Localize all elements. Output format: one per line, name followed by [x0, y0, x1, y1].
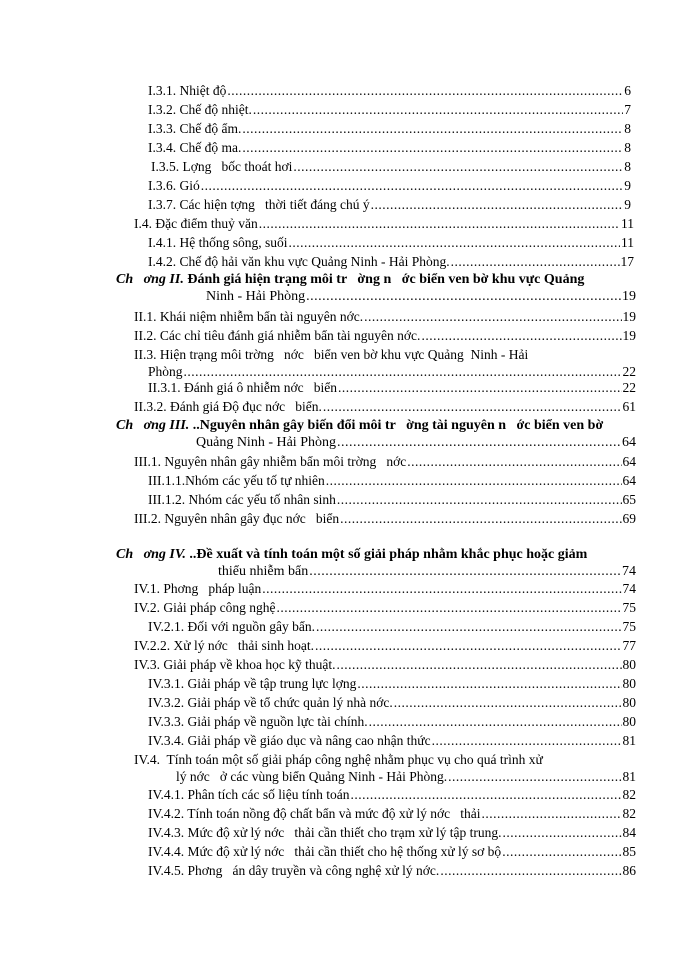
toc-entry-label: IV.3.3. Giải pháp về nguồn lực tài chính.: [148, 714, 368, 729]
toc-entry-page: 81: [622, 769, 636, 784]
toc-entry-label: IV.1. Phơng pháp luận: [134, 581, 262, 596]
toc-entry-page: 80: [622, 714, 636, 729]
toc-entry-iv-4-2: [148, 805, 636, 822]
toc-entry-label: I.3.3. Chế độ ẩm.: [148, 121, 242, 136]
toc-entry-label: IV.3. Giải pháp về khoa học kỹ thuật.: [134, 657, 336, 672]
toc-entry-iii-1: [134, 453, 636, 470]
toc-entry-i-4-2: [148, 253, 634, 270]
toc-entry-label: I.4.2. Chế độ hải văn khu vực Quảng Ninh - Hải Phòng.: [148, 254, 450, 269]
chapter-title-cont: Ninh - Hải Phòng: [206, 289, 306, 304]
toc-entry-label: II.3.1. Đánh giá ô nhiễm nớc biển: [148, 380, 337, 395]
toc-entry-page: 7: [624, 102, 631, 117]
toc-entry-label: II.1. Khái niệm nhiễm bẩn tài nguyên nớc.: [134, 309, 364, 324]
toc-entry-i-3-4: [148, 139, 631, 156]
chapter-lead: Ch ơng III.: [116, 418, 190, 433]
toc-entry-label: I.3.4. Chế độ ma.: [148, 140, 242, 155]
toc-entry-label-cont: Phòng: [148, 364, 183, 379]
toc-entry-label: IV.4. Tính toán một số giải pháp công nghệ nhằm phục vụ cho quá trình xử: [134, 752, 543, 767]
toc-entry-page: 75: [622, 600, 636, 615]
toc-entry-page: 80: [622, 695, 636, 710]
chapter-title: Đánh giá hiện trạng môi tr ờng n ớc biển ven bờ khu vực Quảng: [183, 272, 585, 287]
toc-entry-page: 19: [622, 289, 636, 304]
toc-entry-page: 82: [622, 787, 636, 802]
toc-entry-i-3-3: [148, 120, 631, 137]
toc-entry-page: 75: [622, 619, 636, 634]
toc-entry-page: 19: [622, 309, 636, 324]
toc-entry-label: IV.2. Giải pháp công nghệ: [134, 600, 276, 615]
toc-entry-label: I.4. Đặc điểm thuỷ văn: [134, 216, 258, 231]
toc-entry-page: 86: [622, 863, 636, 878]
toc-entry-label: I.3.2. Chế độ nhiệt.: [148, 102, 252, 117]
toc-entry-iv-1: [134, 580, 636, 597]
toc-entry-page: 77: [622, 638, 636, 653]
toc-entry-i-4: [134, 215, 634, 232]
toc-entry-label: II.2. Các chỉ tiêu đánh giá nhiễm bẩn tài nguyên nớc.: [134, 328, 421, 343]
toc-entry-page: 82: [622, 806, 636, 821]
toc-entry-page: 84: [622, 825, 636, 840]
toc-entry-page: 65: [622, 492, 636, 507]
toc-entry-page: 6: [624, 83, 631, 98]
toc-entry-iv-2-1: [148, 618, 636, 635]
toc-entry-iv-4-5: [148, 862, 636, 879]
toc-entry-iii-1-1: [148, 472, 636, 489]
toc-entry-i-4-1: [148, 234, 634, 251]
toc-entry-label: III.1.2. Nhóm các yếu tố nhân sinh: [148, 492, 336, 507]
toc-entry-iv-2: [134, 599, 636, 616]
toc-entry-page: 64: [622, 473, 636, 488]
toc-entry-iv-3-1: [148, 675, 636, 692]
toc-entry-iv-4-3: [148, 824, 636, 841]
chapter-title: ..Nguyên nhân gây biến đổi môi tr ờng tài nguyên n ớc biển ven bờ: [189, 418, 604, 433]
toc-entry-label: III.1. Nguyên nhân gây nhiễm bẩn môi trờng nớc: [134, 454, 407, 469]
toc-entry-page: 11: [621, 216, 634, 231]
toc-entry-page: 81: [622, 733, 636, 748]
toc-entry-label: IV.4.1. Phân tích các số liệu tính toán: [148, 787, 350, 802]
toc-entry-iv-2-2: [134, 637, 636, 654]
toc-entry-ii-3-2: [134, 398, 636, 415]
toc-entry-label: IV.2.1. Đối với nguồn gây bẩn.: [148, 619, 316, 634]
toc-entry-ii-3-1: [148, 379, 636, 396]
toc-entry-iii-1-2: [148, 491, 636, 508]
toc-entry-label: IV.3.4. Giải pháp về giáo dục và nâng cao nhận thức: [148, 733, 431, 748]
toc-entry-page: 22: [622, 364, 636, 379]
chapter-lead: Ch ơng II.: [116, 272, 184, 287]
toc-entry-label: I.3.6. Gió: [148, 178, 200, 193]
toc-entry-page: 17: [620, 254, 634, 269]
toc-entry-page: 80: [622, 676, 636, 691]
toc-entry-label: I.4.1. Hệ thống sông, suối: [148, 235, 288, 250]
toc-entry-page: 74: [622, 581, 636, 596]
toc-entry-iv-4-4: [148, 843, 636, 860]
toc-entry-page: 8: [624, 159, 631, 174]
toc-entry-label: I.3.1. Nhiệt độ: [148, 83, 227, 98]
chapter-lead: Ch ơng IV.: [116, 547, 186, 562]
toc-entry-label: I.3.7. Các hiện tợng thời tiết đáng chú ý: [148, 197, 370, 212]
toc-entry-page: 80: [622, 657, 636, 672]
toc-entry-page: 64: [622, 435, 636, 450]
toc-entry-label: IV.3.1. Giải pháp về tập trung lực lợng: [148, 676, 357, 691]
toc-entry-label: II.3. Hiện trạng môi trờng nớc biển ven bờ khu vực Quảng Ninh - Hải: [134, 347, 529, 362]
toc-entry-i-3-1: [148, 82, 631, 99]
toc-entry-label: I.3.5. Lợng bốc thoát hơi: [151, 159, 293, 174]
toc-entry-page: 22: [622, 380, 636, 395]
toc-entry-iii-2: [134, 510, 636, 527]
toc-entry-page: 64: [622, 454, 636, 469]
toc-entry-iv-3-4: [148, 732, 636, 749]
toc-entry-label: IV.2.2. Xử lý nớc thải sinh hoạt.: [134, 638, 314, 653]
toc-entry-label: IV.3.2. Giải pháp về tổ chức quản lý nhà nớc.: [148, 695, 393, 710]
toc-entry-ii-2: [134, 327, 636, 344]
toc-entry-ii-3: [134, 346, 636, 380]
toc-entry-page: 85: [622, 844, 636, 859]
toc-entry-label: IV.4.3. Mức độ xử lý nớc thải cần thiết cho trạm xử lý tập trung.: [148, 825, 502, 840]
toc-entry-page: 74: [622, 564, 636, 579]
toc-entry-page: 11: [621, 235, 634, 250]
toc-chapter-2: [116, 271, 636, 305]
toc-entry-i-3-6: [148, 177, 631, 194]
toc-entry-page: 8: [624, 140, 631, 155]
toc-entry-iv-4-1: [148, 786, 636, 803]
toc-entry-page: 19: [622, 328, 636, 343]
toc-entry-iv-3-3: [148, 713, 636, 730]
toc-chapter-4: [116, 546, 636, 580]
toc-entry-label: IV.4.5. Phơng án dây truyền và công nghệ xử lý nớc.: [148, 863, 440, 878]
toc-entry-i-3-2: [148, 101, 631, 118]
toc-entry-label: II.3.2. Đánh giá Độ đục nớc biển.: [134, 399, 322, 414]
toc-entry-iv-3-2: [148, 694, 636, 711]
toc-entry-page: 61: [622, 399, 636, 414]
toc-entry-label-cont: lý nớc ở các vùng biển Quảng Ninh - Hải Phòng.: [176, 769, 448, 784]
chapter-title-cont: Quảng Ninh - Hải Phòng: [196, 435, 336, 450]
toc-entry-i-3-5: [151, 158, 631, 175]
toc-entry-page: 8: [624, 121, 631, 136]
toc-entry-ii-1: [134, 308, 636, 325]
chapter-title: ..Đề xuất và tính toán một số giải pháp nhằm khắc phục hoặc giảm: [185, 547, 588, 562]
toc-entry-i-3-7: [148, 196, 631, 213]
toc-entry-label: III.2. Nguyên nhân gây đục nớc biển: [134, 511, 340, 526]
toc-entry-label: IV.4.4. Mức độ xử lý nớc thải cần thiết cho hệ thống xử lý sơ bộ: [148, 844, 502, 859]
toc-entry-iv-3: [134, 656, 636, 673]
chapter-title-cont: thiểu nhiễm bẩn: [218, 564, 309, 579]
toc-entry-page: 9: [624, 178, 631, 193]
toc-entry-label: IV.4.2. Tính toán nồng độ chất bẩn và mức độ xử lý nớc thải: [148, 806, 481, 821]
toc-entry-page: 69: [622, 511, 636, 526]
toc-chapter-3: [116, 417, 636, 451]
toc-entry-iv-4: [134, 751, 636, 785]
toc-entry-page: 9: [624, 197, 631, 212]
toc-entry-label: III.1.1.Nhóm các yếu tố tự nhiên: [148, 473, 325, 488]
